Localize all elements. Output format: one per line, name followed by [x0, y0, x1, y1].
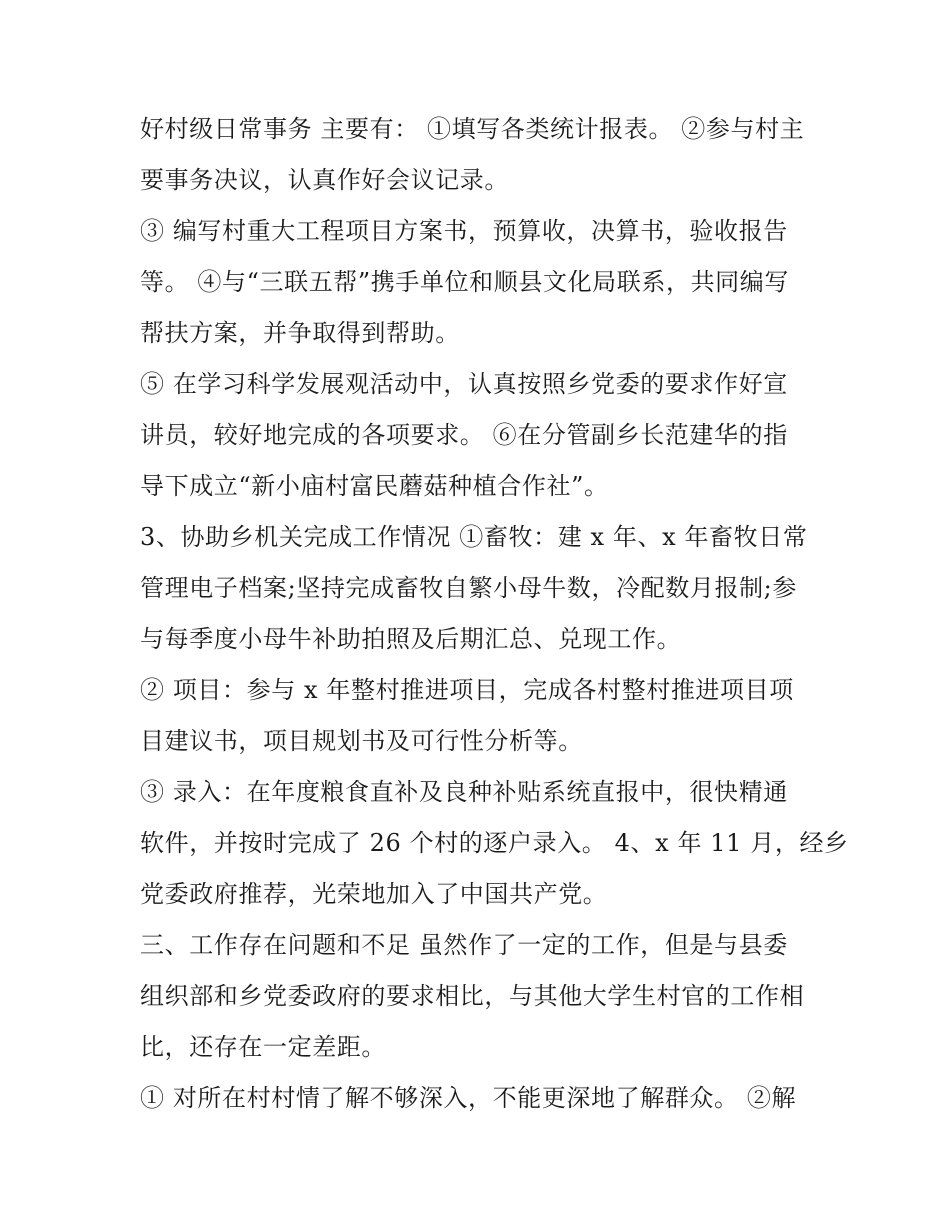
- text-line: 党委政府推荐，光荣地加入了中国共产党。: [140, 880, 608, 908]
- text-line: 等。 ④与“三联五帮”携手单位和顺县文化局联系，共同编写: [140, 268, 789, 296]
- text-line: 帮扶方案，并争取得到帮助。: [140, 319, 460, 347]
- text-line: 组织部和乡党委政府的要求相比，与其他大学生村官的工作相: [140, 982, 805, 1010]
- text-line: ① 对所在村村情了解不够深入，不能更深地了解群众。 ②解: [140, 1084, 797, 1112]
- text-line: ⑤ 在学习科学发展观活动中，认真按照乡党委的要求作好宣: [140, 370, 788, 398]
- text-line: ③ 录入：在年度粮食直补及良种补贴系统直报中，很快精通: [140, 778, 788, 806]
- text-line: 比，还存在一定差距。: [140, 1033, 386, 1061]
- text-line: 目建议书，项目规划书及可行性分析等。: [140, 727, 583, 755]
- text-line: 好村级日常事务 主要有： ①填写各类统计报表。 ②参与村主: [140, 115, 805, 143]
- text-line: 讲员，较好地完成的各项要求。 ⑥在分管副乡长范建华的指: [140, 421, 788, 449]
- text-line: 导下成立“新小庙村富民蘑菇种植合作社”。: [140, 472, 609, 500]
- text-line: 软件，并按时完成了 26 个村的逐户录入。 4、x 年 11 月，经乡: [140, 829, 849, 857]
- text-line: ② 项目：参与 x 年整村推进项目，完成各村整村推进项目项: [140, 676, 794, 704]
- text-line: 三、工作存在问题和不足 虽然作了一定的工作，但是与县委: [140, 931, 788, 959]
- text-line: 与每季度小母牛补助拍照及后期汇总、兑现工作。: [140, 625, 682, 653]
- text-line: 3、协助乡机关完成工作情况 ①畜牧：建 x 年、x 年畜牧日常: [140, 523, 808, 551]
- text-line: ③ 编写村重大工程项目方案书，预算收，决算书，验收报告: [140, 217, 788, 245]
- text-line: 要事务决议，认真作好会议记录。: [140, 166, 509, 194]
- document-body: [140, 104, 849, 1124]
- text-line: 管理电子档案;坚持完成畜牧自繁小母牛数，冷配数月报制;参: [140, 574, 797, 602]
